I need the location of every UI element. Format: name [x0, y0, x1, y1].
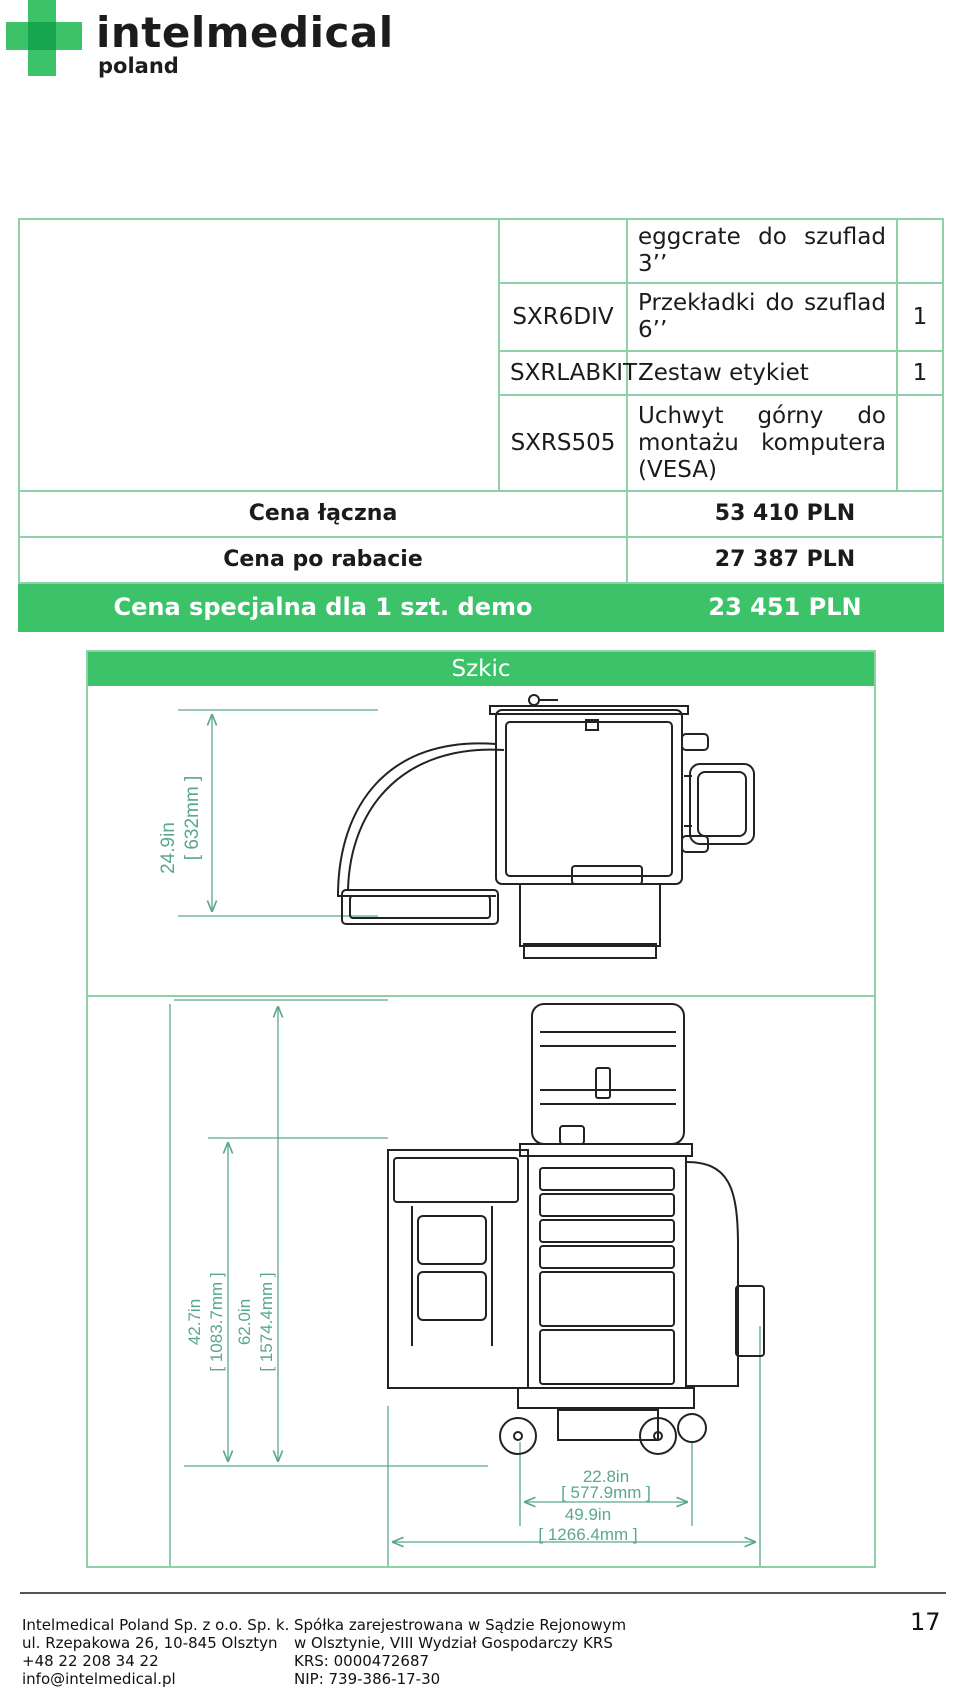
- product-code: SXRS505: [499, 395, 627, 491]
- footer-registration-info: [294, 1616, 626, 1688]
- total-price-value: 53 410 PLN: [627, 491, 943, 537]
- footer-email: info@intelmedical.pl: [22, 1670, 176, 1688]
- width-total-mm-label: [ 1266.4mm ]: [538, 1525, 638, 1544]
- footer-division: w Olsztynie, VIII Wydział Gospodarczy KRS: [294, 1634, 613, 1652]
- special-price-value: 23 451 PLN: [627, 583, 943, 631]
- footer-krs: KRS: 0000472687: [294, 1652, 430, 1670]
- medical-cross-icon: [6, 0, 82, 76]
- table-row: [19, 219, 943, 283]
- footer-divider: [20, 1592, 946, 1594]
- height-total-inch-label: 62.0in: [235, 1298, 254, 1346]
- height-total-mm-label: [ 1574.4mm ]: [257, 1272, 276, 1372]
- product-code: SXR6DIV: [499, 283, 627, 351]
- empty-cell: [19, 219, 499, 491]
- footer-court: Spółka zarejestrowana w Sądzie Rejonowym: [294, 1616, 627, 1634]
- discount-price-label: Cena po rabacie: [19, 537, 627, 583]
- product-code: [499, 219, 627, 283]
- page-number: 17: [910, 1608, 941, 1636]
- width-cart-inch-label: 22.8in: [582, 1467, 630, 1486]
- cart-front-view: [388, 1004, 764, 1454]
- total-price-label: Cena łączna: [19, 491, 627, 537]
- product-qty: [897, 395, 943, 491]
- height-front-inch-label: 42.7in: [185, 1298, 204, 1346]
- product-description: Uchwyt górny do montażu komputera (VESA): [627, 395, 897, 491]
- logo-name: intelmedical: [96, 8, 394, 57]
- depth-inch-label: 24.9in: [158, 822, 179, 874]
- product-qty: [897, 219, 943, 283]
- height-front-mm-label: [ 1083.7mm ]: [207, 1272, 226, 1372]
- product-description: eggcrate do szuflad 3’’: [627, 219, 897, 283]
- sketch-panel: [86, 650, 876, 1568]
- footer-phone: +48 22 208 34 22: [22, 1652, 159, 1670]
- product-qty: 1: [897, 351, 943, 395]
- footer-company-name: Intelmedical Poland Sp. z o.o. Sp. k.: [22, 1616, 290, 1634]
- footer-company-info: [22, 1616, 289, 1688]
- cart-top-view: [338, 695, 754, 958]
- total-price-row: [19, 491, 943, 537]
- product-description: Zestaw etykiet: [627, 351, 897, 395]
- cart-technical-drawing: [88, 686, 874, 1566]
- price-table: [18, 218, 944, 632]
- logo-subtitle: poland: [98, 54, 179, 78]
- footer-nip: NIP: 739-386-17-30: [294, 1670, 441, 1688]
- footer-address: ul. Rzepakowa 26, 10-845 Olsztyn: [22, 1634, 278, 1652]
- product-code: SXRLABKIT: [499, 351, 627, 395]
- width-total-inch-label: 49.9in: [564, 1505, 612, 1524]
- discount-price-value: 27 387 PLN: [627, 537, 943, 583]
- width-cart-mm-label: [ 577.9mm ]: [561, 1483, 651, 1502]
- special-price-row: [19, 583, 943, 631]
- product-description: Przekładki do szuflad 6’’: [627, 283, 897, 351]
- special-price-label: Cena specjalna dla 1 szt. demo: [19, 583, 627, 631]
- sketch-title: Szkic: [88, 652, 874, 686]
- discount-price-row: [19, 537, 943, 583]
- product-qty: 1: [897, 283, 943, 351]
- depth-mm-label: [ 632mm ]: [182, 775, 203, 861]
- company-logo: [0, 0, 394, 90]
